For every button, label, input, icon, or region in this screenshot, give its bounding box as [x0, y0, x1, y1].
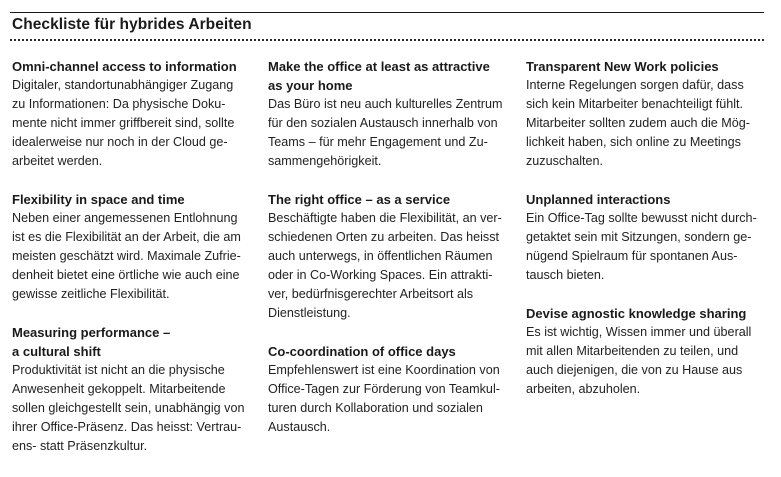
item-heading: Transparent New Work policies [526, 59, 719, 74]
item-body: Es ist wichtig, Wissen immer und überall mit allen Mitarbeitenden zu teilen, und auch diejenigen, die von zu Hause aus arbeiten, abzuholen. [526, 325, 752, 396]
checklist-item [268, 342, 508, 437]
item-heading: Co-coordination of office days [268, 344, 456, 359]
checklist-column-2 [268, 57, 508, 437]
item-heading: Unplanned interactions [526, 192, 671, 207]
item-body: Produktivität ist nicht an die physische Anwesenheit gekoppelt. Mitarbeitende sollen gleichgestellt sein, unabhängig von ihrer Office-Präsenz. Das heisst: Vertrau- ens- statt Präsenzkultur. [12, 363, 245, 453]
item-heading: Measuring performance – a cultural shift [12, 325, 171, 359]
checklist-item [12, 190, 250, 304]
item-heading: The right office – as a service [268, 192, 451, 207]
item-body: Beschäftigte haben die Flexibilität, an ver- schiedenen Orten zu arbeiten. Das heisst auch unterwegs, in öffentlichen Räumen oder in Co-Working Spaces. Ein attrakti- ver, bedürfnisgerechter Arbeitsort als Dienstleistung. [268, 211, 502, 320]
item-heading: Flexibility in space and time [12, 192, 185, 207]
checklist-item [12, 57, 250, 171]
item-body: Interne Regelungen sorgen dafür, dass sich kein Mitarbeiter benachteiligt fühlt. Mitarbeiter sollten zudem auch die Mög- lichkeit haben, sich online zu Meetings zuzuschalten. [526, 78, 750, 168]
item-heading: Omni-channel access to information [12, 59, 237, 74]
item-body: Neben einer angemessenen Entlohnung ist es die Flexibilität an der Arbeit, die am meisten geschätzt wird. Maximale Zufrie- denheit bietet eine örtliche wie auch eine gewisse zeitliche Flexibilität. [12, 211, 241, 301]
item-body: Empfehlenswert ist eine Koordination von Office-Tagen zur Förderung von Teamkul- turen durch Kollaboration und sozialen Austausch. [268, 363, 500, 434]
checklist-column-3 [526, 57, 766, 399]
checklist-item [526, 304, 766, 399]
item-body: Digitaler, standortunabhängiger Zugang zu Informationen: Da physische Doku- mente nicht immer griffbereit sind, sollte idealerweise nur noch in der Cloud ge- arbeitet werden. [12, 78, 235, 168]
checklist-item [268, 190, 508, 323]
checklist-item [526, 190, 766, 285]
checklist-column-1 [12, 57, 250, 456]
item-body: Das Büro ist neu auch kulturelles Zentrum für den sozialen Austausch innerhalb von Teams – für mehr Engagement und Zu- sammengehörigkeit. [268, 97, 503, 168]
item-heading: Devise agnostic knowledge sharing [526, 306, 747, 321]
checklist-item [526, 57, 766, 171]
checklist-item [12, 323, 250, 456]
item-heading: Make the office at least as attractive as your home [268, 59, 490, 93]
checklist-item [268, 57, 508, 171]
top-rule [10, 12, 764, 13]
dotted-divider [10, 39, 764, 41]
item-body: Ein Office-Tag sollte bewusst nicht durch- getaktet sein mit Sitzungen, sondern ge- nügend Spielraum für spontanen Aus- tausch bieten. [526, 211, 757, 282]
checklist-title: Checkliste für hybrides Arbeiten [12, 16, 252, 33]
